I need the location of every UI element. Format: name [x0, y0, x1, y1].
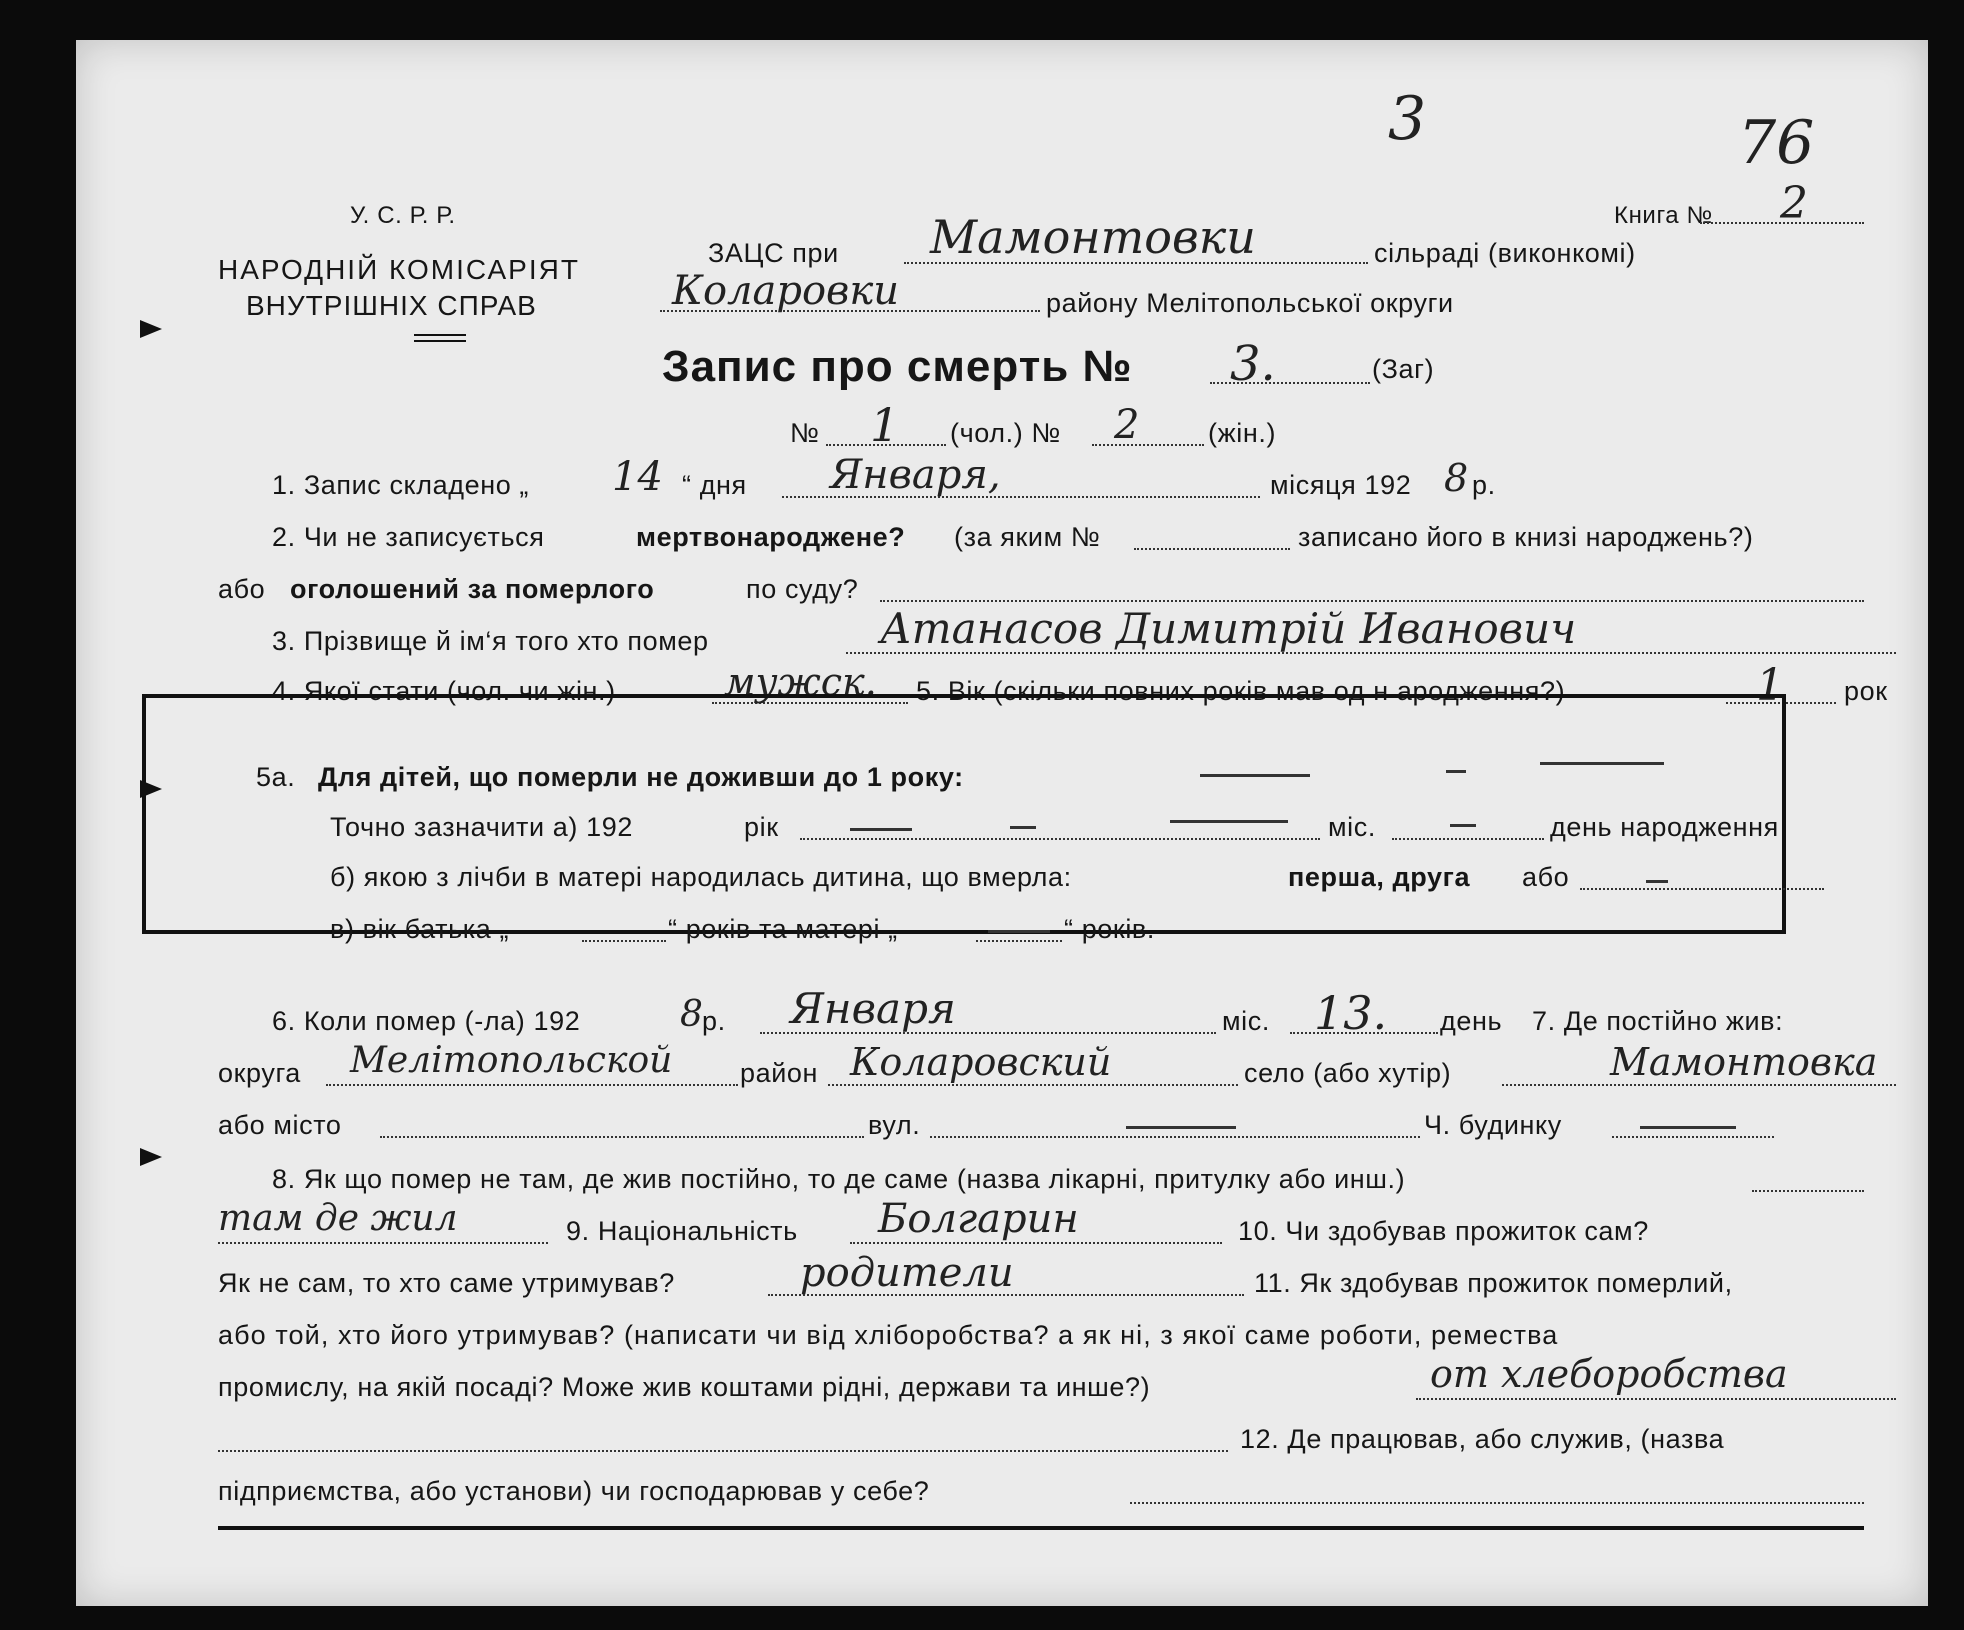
box-row-a-dash-1 [850, 828, 912, 831]
box-row-b-bold: перша, друга [1288, 862, 1471, 892]
male-label: (чол.) № [950, 418, 1061, 448]
f3-value: Атанасов Димитрій Иванович [880, 604, 1577, 653]
selo-value: Мамонтовка [1610, 1040, 1878, 1084]
f6-month: Января [790, 984, 956, 1033]
okruga-value: Мелітопольской [350, 1040, 673, 1081]
box-row-b-line [1580, 888, 1824, 890]
f5-value: 1 [1756, 660, 1784, 711]
box-row-a-4: день народження [1550, 812, 1779, 842]
f5-unit: рок [1844, 676, 1888, 706]
book-label: Книга № [1614, 202, 1713, 229]
f8-value: там де жил [218, 1198, 458, 1239]
vul-label: вул. [868, 1110, 921, 1140]
box-row-a-dash-3 [1170, 820, 1288, 823]
f2-line2-a: або [218, 574, 266, 604]
box-row-a-dash-4 [1450, 824, 1476, 827]
misto-label: або місто [218, 1110, 342, 1140]
book-value: 2 [1780, 178, 1808, 229]
box-row-a-2: рік [744, 812, 779, 842]
box-row-a-dash-2 [1010, 826, 1036, 829]
header-underline-1 [414, 334, 466, 336]
f6-day: 13. [1314, 986, 1388, 1040]
f2-bold: мертвонароджене? [636, 522, 906, 552]
punch-hole-3 [140, 1148, 162, 1166]
vul-dash [1126, 1126, 1236, 1129]
box-title-prefix: 5а. [256, 762, 296, 792]
district-suffix: району Мелітопольської округи [1046, 288, 1454, 318]
zags-prefix: ЗАЦС при [708, 238, 839, 268]
f7-label: 7. Де постійно жив: [1532, 1006, 1784, 1036]
f4-label: 4. Якої стати (чол. чи жін.) [272, 676, 616, 706]
f1-mid: “ дня [682, 470, 747, 500]
punch-hole-1 [140, 320, 162, 338]
title-zag: (Заг) [1372, 354, 1435, 384]
f11-line3: промислу, на якій посаді? Може жив коштами рідні, держави та инше?) [218, 1372, 1151, 1402]
commissariat-line1: НАРОДНІЙ КОМІСАРІЯТ [218, 254, 580, 285]
box-title: Для дітей, що померли не доживши до 1 року: [318, 762, 964, 792]
f9-value: Болгарин [878, 1196, 1079, 1242]
corner-mark-top-right: 76 [1738, 108, 1815, 178]
ussr-label: У. С. Р. Р. [350, 202, 456, 229]
f11-label: 11. Як здобував прожиток померлий, [1254, 1268, 1733, 1298]
box-row-a-year-line [800, 838, 1320, 840]
f9-label: 9. Національність [566, 1216, 798, 1246]
budynku-line [1612, 1136, 1774, 1138]
district-value: Коларовки [672, 268, 899, 314]
f4-value: мужск. [724, 660, 877, 704]
document-title: Запис про смерть № [662, 342, 1133, 391]
box-title-dash-1 [1200, 774, 1310, 777]
box-title-dash-3 [1540, 762, 1664, 765]
f10b-value: родители [800, 1250, 1014, 1296]
box-row-c-2: “ років та матері „ [668, 914, 898, 944]
f8-line-end [1752, 1190, 1864, 1192]
f2-line1-a: 2. Чи не записується [272, 522, 545, 552]
box-row-a-3: міс. [1328, 812, 1376, 842]
rayon-label: район [740, 1058, 819, 1088]
f12-label: 12. Де працював, або служив, (назва [1240, 1424, 1725, 1454]
f2-number-line [1134, 548, 1290, 550]
box-row-b-dash [1646, 880, 1668, 883]
f6-den: день [1440, 1006, 1503, 1036]
budynku-label: Ч. будинку [1424, 1110, 1562, 1140]
f11-value: от хлеборобства [1430, 1352, 1788, 1396]
box-row-b-2: або [1522, 862, 1570, 892]
zags-value: Мамонтовки [930, 210, 1256, 264]
corner-mark-top: 3 [1388, 84, 1427, 154]
rayon-line [828, 1084, 1238, 1086]
bottom-rule [218, 1526, 1864, 1530]
f2-line2-bold: оголошений за померлого [290, 574, 655, 604]
f2-line2-field [880, 600, 1864, 602]
f6-label: 6. Коли помер (-ла) 192 [272, 1006, 581, 1036]
f8-line-2 [218, 1242, 548, 1244]
f1-month: Января, [830, 452, 1001, 498]
selo-line [1502, 1084, 1896, 1086]
no2-value: 2 [1114, 402, 1140, 448]
f10-label: 10. Чи здобував прожиток сам? [1238, 1216, 1649, 1246]
f12-line [1130, 1502, 1864, 1504]
rayon-value: Коларовский [850, 1040, 1112, 1084]
okruga-label: округа [218, 1058, 301, 1088]
okruga-line [326, 1084, 738, 1086]
f1-prefix: 1. Запис складено „ [272, 470, 530, 500]
no1-value: 1 [870, 398, 900, 452]
box-row-c-mother-line [976, 940, 1062, 942]
f2-line1-c: записано його в книзі народжень?) [1298, 522, 1754, 552]
f1-suffix: місяця 192 [1270, 470, 1412, 500]
box-row-c-3: “ років. [1064, 914, 1155, 944]
f5-label: 5. Вік (скільки повних років мав од н ародження?) [916, 676, 1566, 706]
box-row-a-1: Точно зазначити а) 192 [330, 812, 633, 842]
f12-line2: підприємства, або установи) чи господарював у себе? [218, 1476, 930, 1506]
no1-label: № [790, 418, 820, 448]
box-row-b-1: б) якою з лічби в матері народилась дитина, що вмерла: [330, 862, 1072, 892]
box-row-c-1: в) вік батька „ [330, 914, 510, 944]
f6-mis: міс. [1222, 1006, 1270, 1036]
commissariat-line2: ВНУТРІШНІХ СПРАВ [246, 290, 537, 321]
f11-line [1416, 1398, 1896, 1400]
f1-year: 8 [1444, 456, 1469, 500]
f3-label: 3. Прізвище й ім‘я того хто помер [272, 626, 709, 656]
misto-line [380, 1136, 864, 1138]
f11-line2: або той, хто його утримував? (написати чи від хліборобства? а як ні, з якої саме роботи, ремества [218, 1320, 1559, 1350]
zags-suffix: сільраді (виконкомі) [1374, 238, 1636, 268]
f10b-label: Як не сам, то хто саме утримував? [218, 1268, 675, 1298]
vul-line [930, 1136, 1420, 1138]
f8-label: 8. Як що помер не там, де жив постійно, то де саме (назва лікарні, притулку або инш.) [272, 1164, 1406, 1194]
box-row-c-dash [988, 930, 1050, 933]
f6-year: 8 [680, 994, 703, 1035]
f1-end: р. [1472, 470, 1496, 500]
box-row-c-father-line [582, 940, 666, 942]
box-row-a-month-line [1392, 838, 1544, 840]
box-title-dash-2 [1446, 770, 1466, 773]
selo-label: село (або хутір) [1244, 1058, 1452, 1088]
female-label: (жін.) [1208, 418, 1277, 448]
f2-line2-b: по суду? [746, 574, 859, 604]
f6-r: р. [702, 1006, 726, 1036]
budynku-dash [1640, 1126, 1736, 1129]
f2-line1-b: (за яким № [954, 522, 1101, 552]
header-underline-2 [414, 340, 466, 342]
f11-continuation-line [218, 1450, 1228, 1452]
f9-line [850, 1242, 1222, 1244]
f1-day: 14 [612, 454, 663, 500]
title-number: 3. [1230, 336, 1276, 392]
no2-line [1092, 444, 1204, 446]
